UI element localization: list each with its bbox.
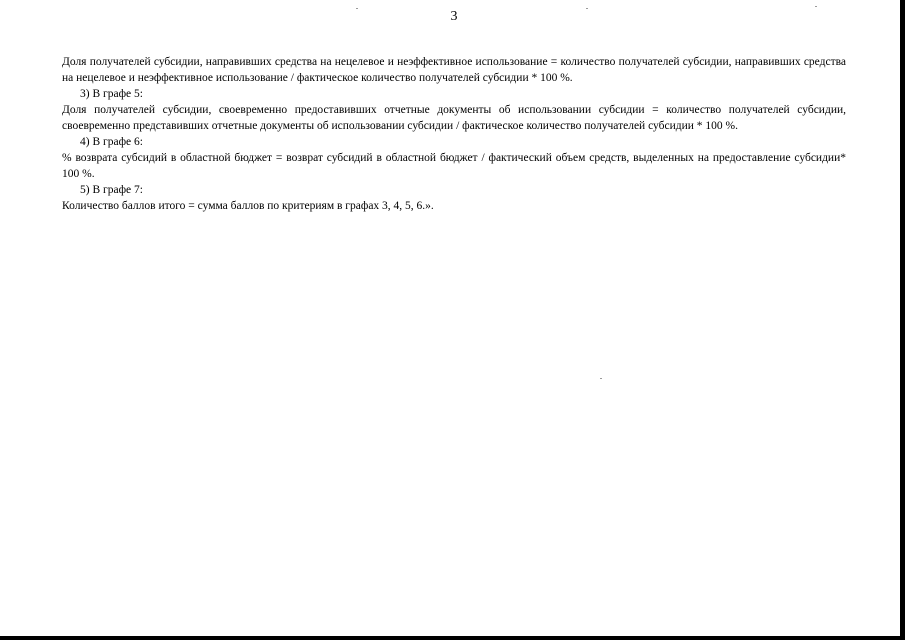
list-item-column-6: 4) В графе 6:: [80, 136, 143, 148]
paragraph-refund-percent: % возврата субсидий в областной бюджет = возврат субсидий в областной бюджет / фактический объем средств, выделенных на предоставление субсидии* 100 %.: [62, 152, 846, 180]
scan-speck: [600, 378, 602, 379]
document-body: [62, 54, 846, 214]
scan-speck: [356, 8, 358, 9]
paragraph-timely-reporting-share: Доля получателей субсидии, своевременно предоставивших отчетные документы об использовании субсидии = количество получателей субсидии, своевременно представивших отчетные документы об использовании субсидии / фактическое количество получателей субсидии * 100 %.: [62, 104, 846, 132]
scan-speck: [815, 6, 817, 7]
paragraph-misuse-share: Доля получателей субсидии, направивших средства на нецелевое и неэффективное использование = количество получателей субсидии, направивших средства на нецелевое и неэффективное использование / фактическое количество получателей субсидии * 100 %.: [62, 56, 846, 84]
list-item-column-7: 5) В графе 7:: [80, 184, 143, 196]
list-item-column-5: 3) В графе 5:: [80, 88, 143, 100]
page-number: 3: [450, 9, 458, 24]
scan-speck: [586, 8, 588, 9]
paragraph-total-score: Количество баллов итого = сумма баллов по критериям в графах 3, 4, 5, 6.».: [62, 200, 434, 212]
scan-border-bottom: [0, 636, 905, 640]
scan-border-right: [900, 0, 905, 640]
